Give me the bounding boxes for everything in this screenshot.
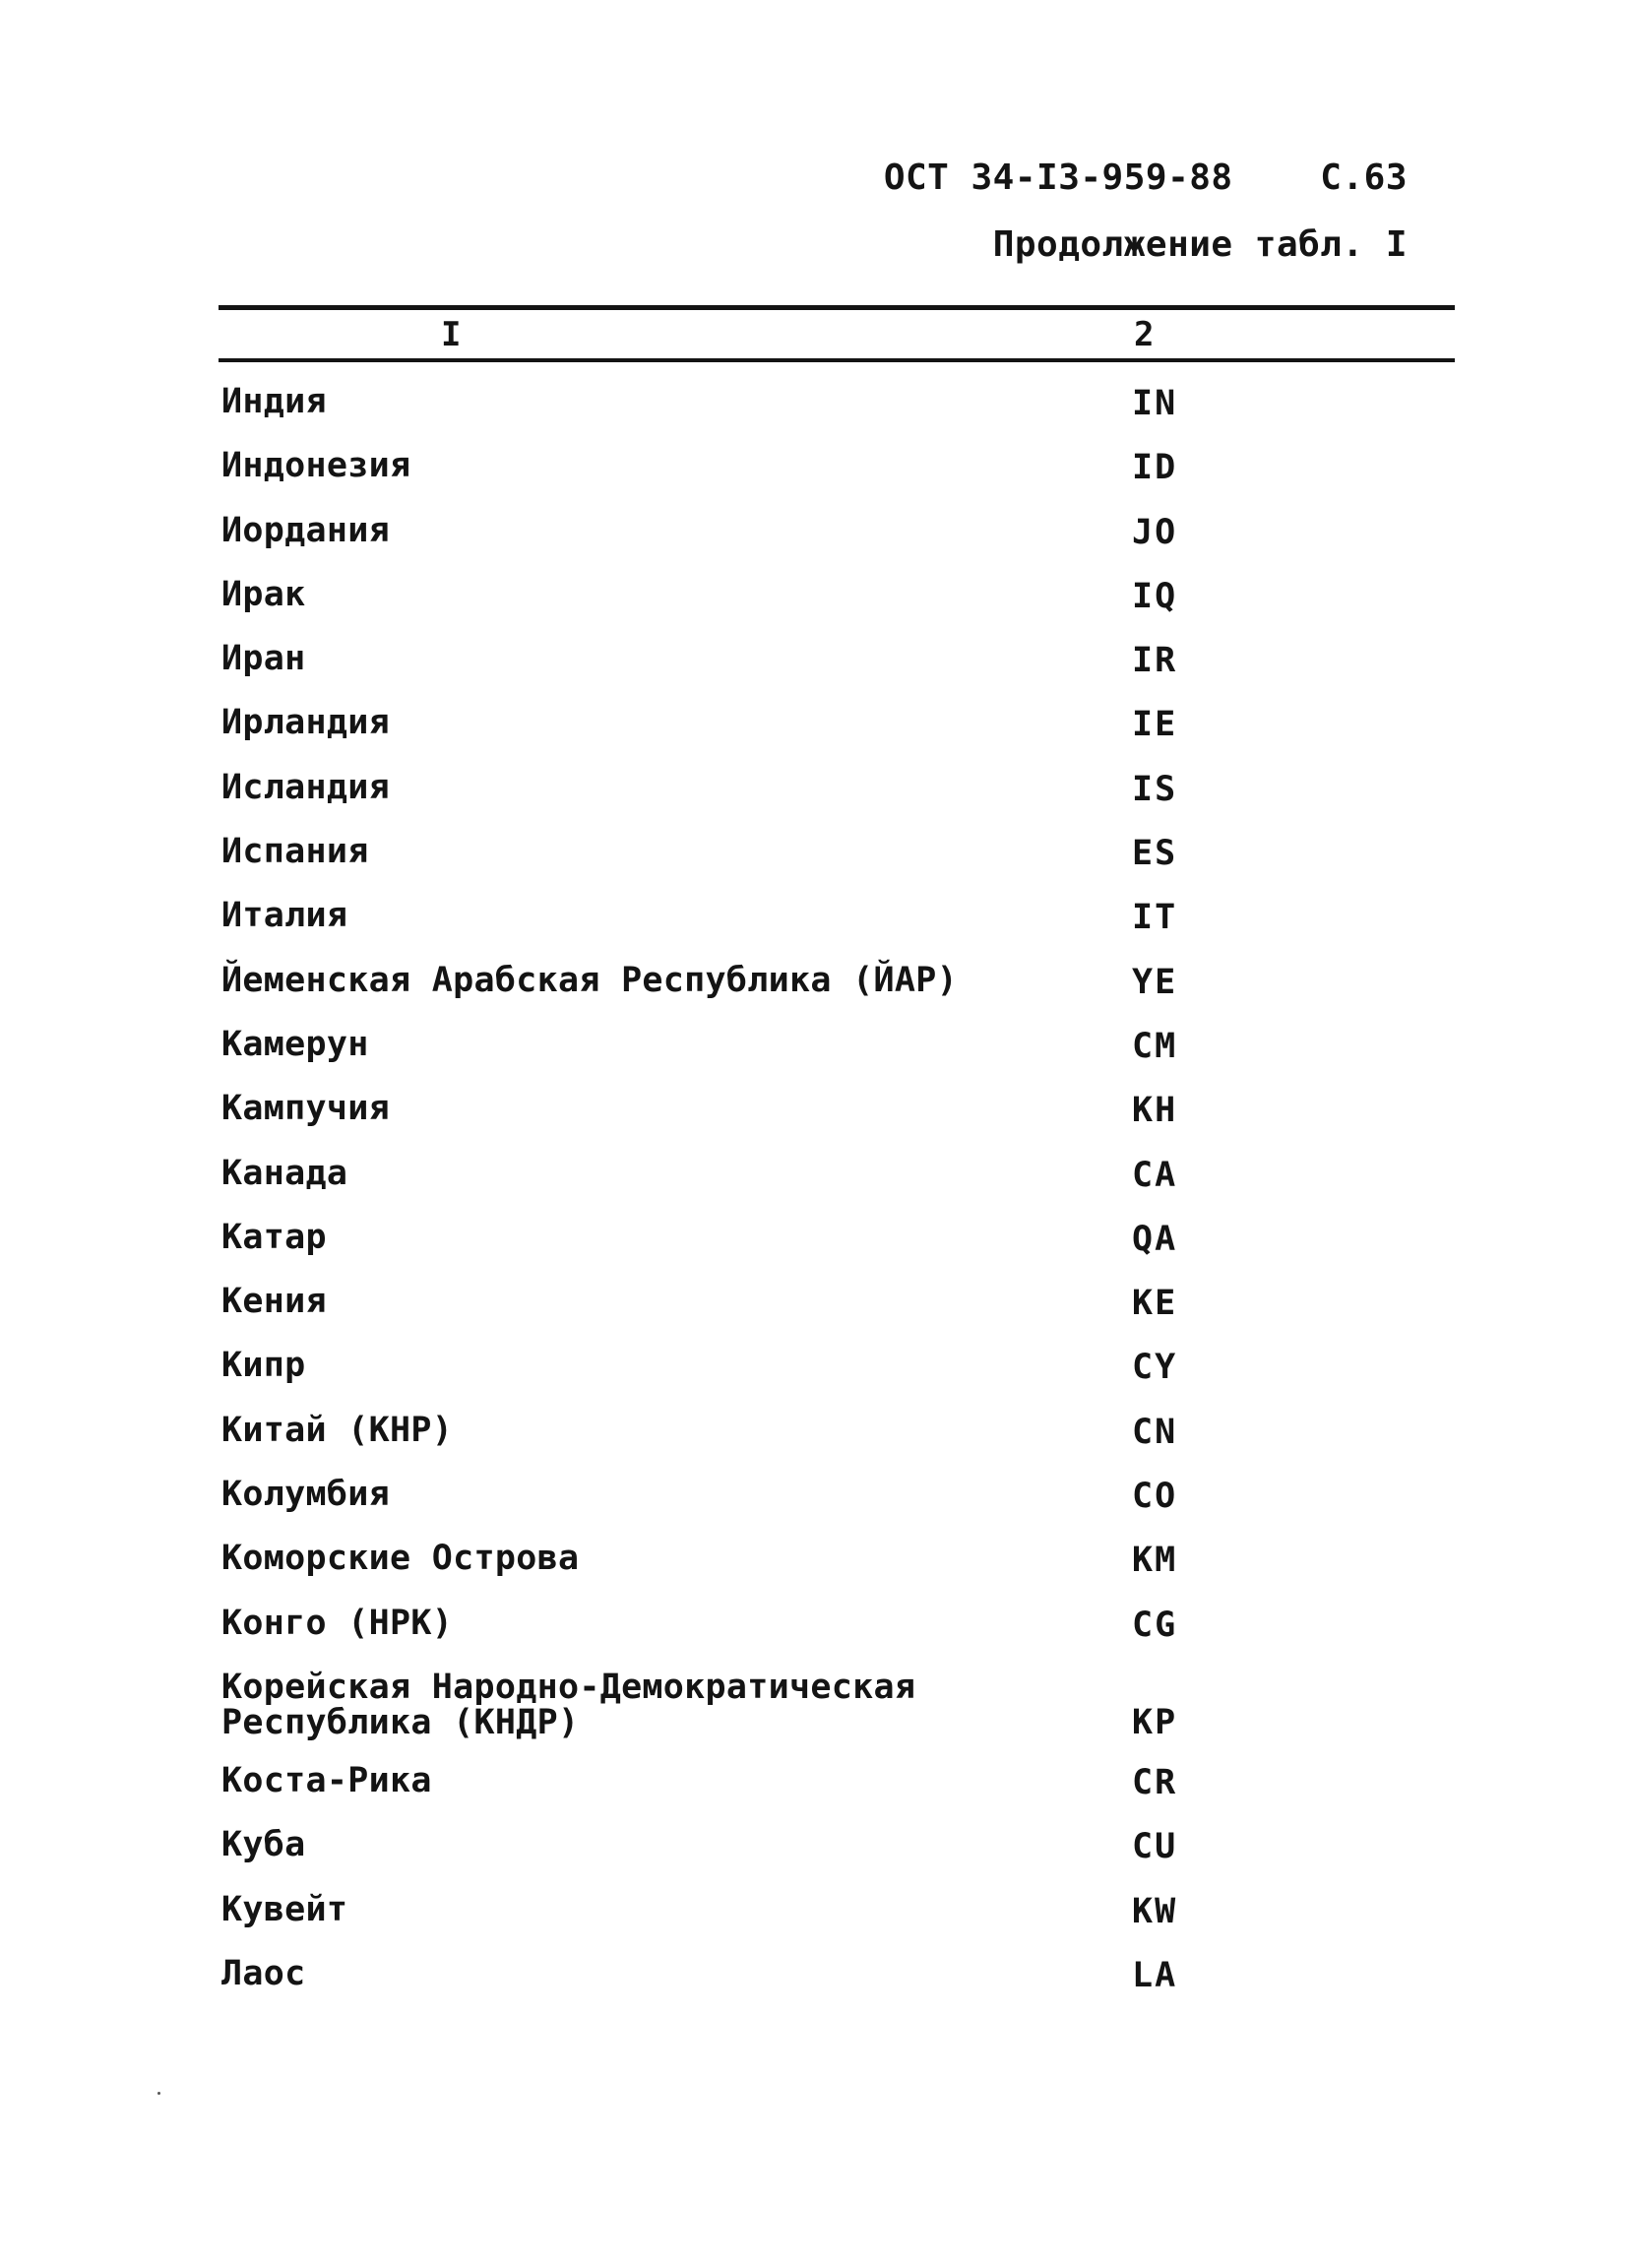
country-name: Исландия <box>221 767 390 807</box>
country-code: CU <box>1132 1827 1178 1867</box>
table-row <box>0 438 1629 502</box>
country-code: CA <box>1132 1155 1178 1195</box>
table-row <box>0 1531 1629 1595</box>
table-row <box>0 1338 1629 1402</box>
document-header <box>884 158 1408 198</box>
table-row <box>0 1403 1629 1467</box>
country-name: Лаос <box>221 1953 306 1993</box>
table-row <box>0 503 1629 567</box>
country-code: CN <box>1132 1412 1178 1452</box>
country-name: Испания <box>221 832 369 872</box>
country-name: Индия <box>221 382 327 421</box>
table-row <box>0 1817 1629 1881</box>
country-name: Италия <box>221 896 348 936</box>
country-name: Колумбия <box>221 1475 390 1515</box>
country-name: Коста-Рика <box>221 1760 432 1800</box>
country-code: JO <box>1132 512 1178 552</box>
table-row <box>0 1210 1629 1274</box>
country-name: Кампучия <box>221 1089 390 1129</box>
header-gap <box>1233 158 1321 198</box>
country-code: IS <box>1132 769 1178 809</box>
country-code: ID <box>1132 448 1178 488</box>
country-code: CO <box>1132 1477 1178 1517</box>
country-name: Коморские Острова <box>221 1539 580 1579</box>
table-row <box>0 1660 1629 1753</box>
country-code: CM <box>1132 1026 1178 1066</box>
country-name: Камерун <box>221 1024 369 1064</box>
country-name: Ирак <box>221 574 306 614</box>
country-code: IN <box>1132 384 1178 423</box>
country-code: IR <box>1132 641 1178 681</box>
table-row <box>0 824 1629 888</box>
country-name: Индонезия <box>221 446 411 486</box>
country-code: IQ <box>1132 576 1178 616</box>
table-row <box>0 567 1629 631</box>
country-name: Иран <box>221 639 306 679</box>
country-name: Корейская Народно-Демократическая Республика (КНДР) <box>221 1667 916 1742</box>
table-top-rule <box>219 305 1455 310</box>
table-row <box>0 1467 1629 1531</box>
table-row <box>0 631 1629 695</box>
country-name: Конго (НРК) <box>221 1603 454 1643</box>
table-row <box>0 760 1629 824</box>
table-row <box>0 1146 1629 1210</box>
table-row <box>0 1596 1629 1660</box>
table-row <box>0 374 1629 438</box>
country-name: Иордания <box>221 510 390 550</box>
country-code: CG <box>1132 1605 1178 1645</box>
country-name: Йеменская Арабская Республика (ЙАР) <box>221 960 959 1000</box>
country-name: Кения <box>221 1282 327 1322</box>
country-name: Кувейт <box>221 1889 348 1929</box>
country-code: CY <box>1132 1348 1178 1388</box>
column-header-2: 2 <box>1134 315 1155 354</box>
country-code: KW <box>1132 1891 1178 1931</box>
table-continuation-label: Продолжение табл. I <box>992 224 1408 265</box>
table-row <box>0 1946 1629 2010</box>
country-code: LA <box>1132 1955 1178 1995</box>
document-code: ОСТ 34-I3-959-88 <box>883 158 1233 198</box>
page-number: С.63 <box>1320 158 1408 198</box>
scan-speck <box>157 2092 160 2095</box>
country-code: QA <box>1132 1219 1178 1259</box>
table-row <box>0 888 1629 952</box>
table-header-rule <box>219 358 1455 362</box>
country-name: Катар <box>221 1217 327 1257</box>
country-code-table <box>0 374 1629 2010</box>
country-name: Куба <box>221 1825 306 1865</box>
table-row <box>0 1081 1629 1145</box>
table-row <box>0 695 1629 759</box>
country-code: ES <box>1132 834 1178 874</box>
country-code: KE <box>1132 1284 1178 1324</box>
country-code: KP <box>1132 1702 1178 1742</box>
country-name: Ирландия <box>221 703 390 743</box>
country-code: IT <box>1132 898 1178 938</box>
country-code: CR <box>1132 1762 1178 1802</box>
table-row <box>0 1017 1629 1081</box>
table-row <box>0 1882 1629 1946</box>
country-code: YE <box>1132 962 1178 1002</box>
country-code: IE <box>1132 705 1178 745</box>
table-row <box>0 1274 1629 1338</box>
table-row <box>0 1753 1629 1817</box>
country-name: Китай (КНР) <box>221 1410 454 1450</box>
country-name: Канада <box>221 1153 348 1193</box>
table-row <box>0 953 1629 1017</box>
country-name: Кипр <box>221 1346 306 1386</box>
country-code: KH <box>1132 1091 1178 1131</box>
column-header-1: I <box>441 315 462 354</box>
country-code: KM <box>1132 1541 1178 1581</box>
